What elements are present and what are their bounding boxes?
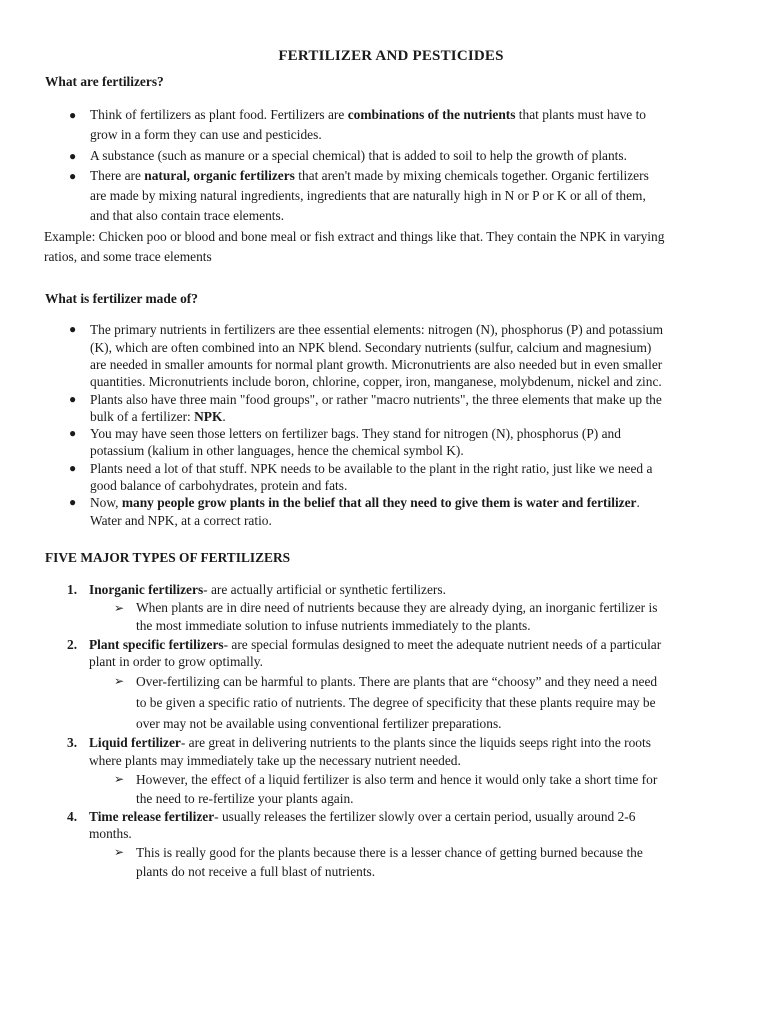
bullet-text: Plants also have three main "food groups", or rather "macro nutrients", the three elements that make up the bulk of a fertilizer: <box>90 391 662 424</box>
type-term: Liquid fertilizer <box>89 735 181 751</box>
sub-list <box>89 599 671 636</box>
list-item <box>45 808 685 881</box>
sub-list <box>89 671 671 735</box>
bullet-bold-text: natural, organic fertilizers <box>144 167 295 183</box>
section-heading-what-is-fertilizer-made-of: What is fertilizer made of? <box>45 291 198 307</box>
list-item <box>45 460 685 495</box>
bullet-text: You may have seen those letters on fertilizer bags. They stand for nitrogen (N), phosphorus (P) and potassium (kalium in other languages, hence the chemical symbol K). <box>90 426 621 459</box>
sub-item-text: However, the effect of a liquid fertilizer is also term and hence it would only take a short time for the need to re-fertilize your plants again. <box>136 771 658 806</box>
type-term: Inorganic fertilizers <box>89 581 204 597</box>
arrow-bullet-icon: ➢ <box>114 673 125 688</box>
bullet-text: that plants must have to grow in a form they can use and pesticides. <box>90 107 646 143</box>
sub-list <box>89 770 671 808</box>
bullet-text: Plants need a lot of that stuff. NPK needs to be available to the plant in the right ratio, just like we need a good balance of carbohydrates, protein and fats. <box>90 460 653 494</box>
item-number: 3. <box>67 735 78 751</box>
item-number: 4. <box>67 808 78 824</box>
list-item <box>45 166 685 227</box>
bullet-text: Now, <box>90 495 122 511</box>
sub-item-text: When plants are in dire need of nutrients because they are already dying, an inorganic fertilizer is the most immediate solution to infuse nutrients immediately to the plants. <box>136 599 658 634</box>
sub-list-item <box>89 770 671 808</box>
list-item <box>45 494 685 529</box>
item-number: 1. <box>67 581 78 597</box>
type-description: - are great in delivering nutrients to the plants since the liquids seeps right into the roots where plants may immediately take up the necessary nutrient needed. <box>89 735 651 768</box>
list-item <box>45 105 685 146</box>
section-heading-what-are-fertilizers: What are fertilizers? <box>45 74 164 89</box>
sub-list-item <box>89 671 671 735</box>
list-item <box>45 391 685 426</box>
document-title: FERTILIZER AND PESTICIDES <box>278 48 504 64</box>
bullet-text: A substance (such as manure or a special chemical) that is added to soil to help the growth of plants. <box>90 147 627 163</box>
type-description: - usually releases the fertilizer slowly over a certain period, usually around 2-6 months. <box>89 808 636 842</box>
section-heading-five-major-types: FIVE MAJOR TYPES OF FERTILIZERS <box>45 549 291 565</box>
bullet-icon: ● <box>69 148 77 163</box>
sub-item-text: Over-fertilizing can be harmful to plants. There are plants that are “choosy” and they need a need to be given a specific ratio of nutrients. The degree of specificity that these plants require may be over may not be available using conventional fertilizer preparations. <box>136 673 658 732</box>
list-item <box>45 321 685 390</box>
bullet-text: There are <box>90 167 145 183</box>
bullet-text: . Water and NPK, at a correct ratio. <box>90 495 640 528</box>
sub-list <box>89 843 671 881</box>
bullet-icon: ● <box>69 460 77 475</box>
fertilizer-definition-list <box>45 105 685 227</box>
type-description: - are special formulas designed to meet the adequate nutrient needs of a particular plant in order to grow optimally. <box>89 636 662 670</box>
arrow-bullet-icon: ➢ <box>114 844 125 859</box>
bullet-icon: ● <box>69 322 77 337</box>
bullet-icon: ● <box>69 391 77 406</box>
item-number: 2. <box>67 636 78 652</box>
fertilizer-types-list <box>45 581 685 881</box>
bullet-bold-text: many people grow plants in the belief that all they need to give them is water and fertilizer <box>121 495 637 511</box>
document-page <box>45 44 685 881</box>
type-description: - are actually artificial or synthetic fertilizers. <box>203 581 446 597</box>
list-item <box>45 425 685 460</box>
arrow-bullet-icon: ➢ <box>114 771 125 786</box>
sub-list-item <box>89 843 671 881</box>
bullet-icon: ● <box>69 495 77 510</box>
bullet-text: . <box>222 408 226 424</box>
list-item <box>45 146 685 166</box>
sub-list-item <box>89 599 671 636</box>
bullet-text: Think of fertilizers as plant food. Fertilizers are <box>90 107 348 122</box>
bullet-icon: ● <box>69 426 77 441</box>
bullet-text: The primary nutrients in fertilizers are thee essential elements: nitrogen (N), phosphorus (P) and potassium (K), which are often combined into an NPK blend. Secondary nutrients (sulfur, calcium and magnesium) are needed in smaller amounts for normal plant growth. Micronutrients are also needed but in even smaller quantities. Micronutrients include boron, chlorine, copper, iron, manganese, molybdenum, nickel and zinc. <box>90 322 664 390</box>
bullet-bold-text: NPK <box>194 408 223 424</box>
bullet-text: that aren't made by mixing chemicals together. Organic fertilizers are made by mixing natural ingredients, ingredients that are naturally high in N or P or K or all of them, and that also contain trace elements. <box>90 167 649 224</box>
arrow-bullet-icon: ➢ <box>114 600 125 615</box>
example-text: Example: Chicken poo or blood and bone meal or fish extract and things like that. They contain the NPK in varying ratios, and some trace elements <box>44 228 665 265</box>
type-term: Plant specific fertilizers <box>89 636 224 652</box>
example-paragraph <box>44 227 685 268</box>
bullet-icon: ● <box>69 108 77 122</box>
list-item <box>45 581 685 636</box>
bullet-icon: ● <box>69 168 77 183</box>
type-term: Time release fertilizer <box>89 808 215 824</box>
list-item <box>45 734 685 807</box>
list-item <box>45 636 685 735</box>
fertilizer-composition-list <box>45 321 685 529</box>
sub-item-text: This is really good for the plants because there is a lesser chance of getting burned because the plants do not receive a full blast of nutrients. <box>136 844 643 879</box>
bullet-bold-text: combinations of the nutrients <box>347 107 516 122</box>
